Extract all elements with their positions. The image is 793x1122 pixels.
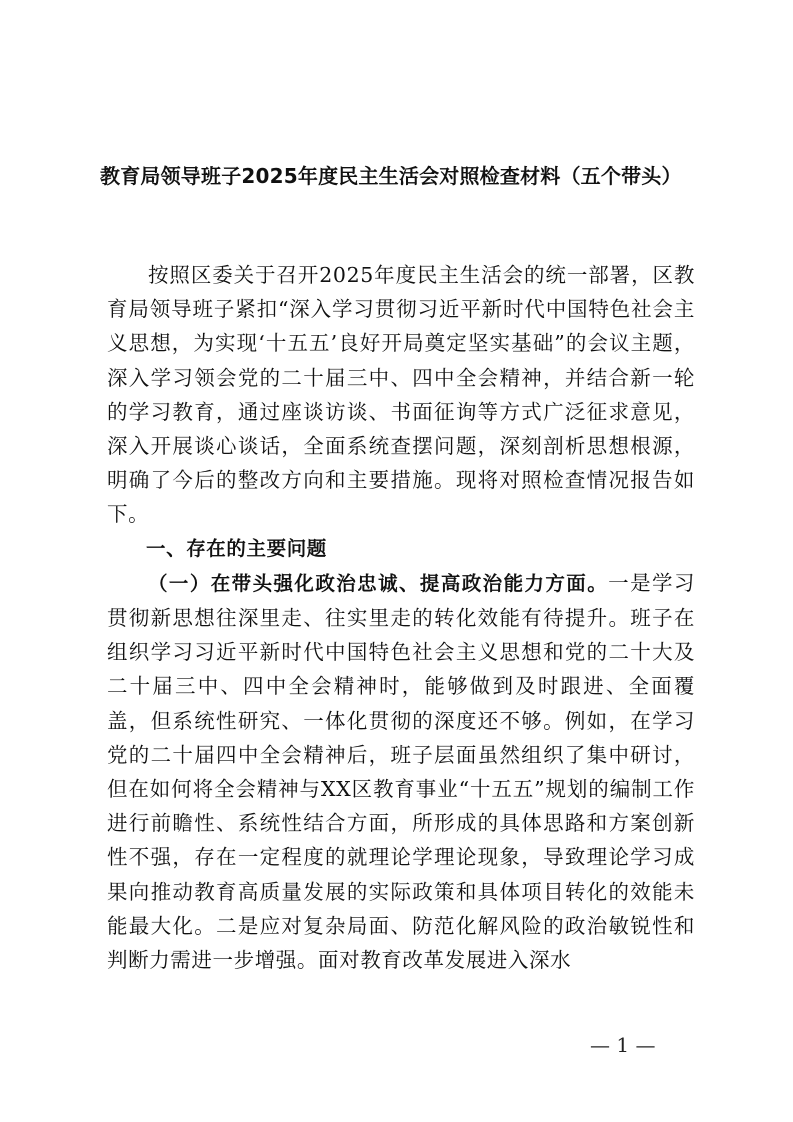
- document-body: [107, 258, 695, 977]
- page-number: — 1 —: [590, 1033, 656, 1057]
- subsection-lead: （一）在带头强化政治忠诚、提高政治能力方面。: [148, 571, 609, 595]
- section-heading: 一、存在的主要问题: [146, 536, 327, 560]
- intro-paragraph: 按照区委关于召开2025年度民主生活会的统一部署，区教育局领导班子紧扣“深入学习贯彻习近平新时代中国特色社会主义思想，为实现‘十五五’良好开局奠定坚实基础”的会议主题，深入学习领会党的二十届三中、四中全会精神，并结合新一轮的学习教育，通过座谈访谈、书面征询等方式广泛征求意见，深入开展谈心谈话，全面系统查摆问题，深刻剖析思想根源，明确了今后的整改方向和主要措施。现将对照检查情况报告如下。: [107, 263, 695, 527]
- subsection-body: 一是学习贯彻新思想往深里走、往实里走的转化效能有待提升。班子在组织学习习近平新时代中国特色社会主义思想和党的二十大及二十届三中、四中全会精神时，能够做到及时跟进、全面覆盖，但系统性研究、一体化贯彻的深度还不够。例如，在学习党的二十届四中全会精神后，班子层面虽然组织了集中研讨，但在如何将全会精神与XX区教育事业“十五五”规划的编制工作进行前瞻性、系统性结合方面，所形成的具体思路和方案创新性不强，存在一定程度的就理论学理论现象，导致理论学习成果向推动教育高质量发展的实际政策和具体项目转化的效能未能最大化。二是应对复杂局面、防范化解风险的政治敏锐性和判断力需进一步增强。面对教育改革发展进入深水: [107, 570, 696, 973]
- subsection-paragraph: [107, 566, 695, 977]
- document-title: 教育局领导班子2025年度民主生活会对照检查材料（五个带头）: [100, 164, 682, 188]
